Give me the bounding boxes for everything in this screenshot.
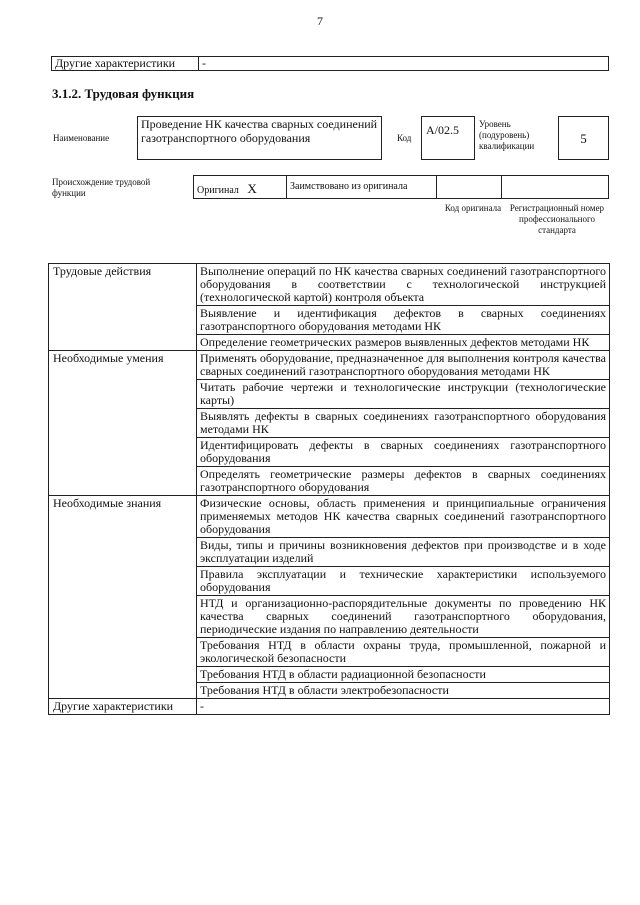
table-cell: Идентифицировать дефекты в сварных соединениях газотранспортного оборудования [197,438,610,467]
table-cell: Определять геометрические размеры дефектов в сварных соединениях газотранспортного оборудования [197,467,610,496]
borrowed-cell: Заимствовано из оригинала [286,175,437,199]
other-characteristics-label: Другие характеристики [52,57,199,71]
origin-label: Происхождение трудовой функции [52,177,151,198]
table-cell: Требования НТД в области электробезопасности [197,683,610,699]
page-number: 7 [317,14,323,28]
table-cell: Читать рабочие чертежи и технологические инструкции (технологические карты) [197,380,610,409]
origin-code-cell [436,175,502,199]
section-label-actions: Трудовые действия [49,264,197,351]
table-cell: Определение геометрических размеров выявленных дефектов методами НК [197,335,610,351]
table-cell: Физические основы, область применения и принципиальные ограничения применяемых методов НК качества сварных соединений газотранспортного оборудования [197,496,610,538]
original-cell [193,175,287,199]
table-cell: Выполнение операций по НК качества сварных соединений газотранспортного оборудования в соответствии с технологической инструкцией (технологической картой) контроля объекта [197,264,610,306]
section-label-skills: Необходимые умения [49,351,197,496]
original-mark: X [247,181,257,196]
code-original-caption: Код оригинала [444,203,502,213]
name-label: Наименование [53,133,110,143]
table-cell: Применять оборудование, предназначенное для выполнения контроля качества сварных соединений газотранспортного оборудования методами НК [197,351,610,380]
table-cell: Виды, типы и причины возникновения дефектов при производстве и в ходе эксплуатации изделий [197,538,610,567]
function-name-box: Проведение НК качества сварных соединений газотранспортного оборудования [137,116,382,160]
other-characteristics-top-table [51,56,609,71]
table-cell: Выявлять дефекты в сварных соединениях газотранспортного оборудования методами НК [197,409,610,438]
level-value-box: 5 [558,116,609,160]
level-label: Уровень (подуровень) квалификации [479,119,535,151]
section-label-knowledge: Необходимые знания [49,496,197,699]
section-heading: 3.1.2. Трудовая функция [52,86,195,101]
table-cell: Требования НТД в области радиационной безопасности [197,667,610,683]
table-cell: Выявление и идентификация дефектов в сварных соединениях газотранспортного оборудования методами НК [197,306,610,335]
code-label: Код [397,133,412,143]
table-row [49,496,610,538]
table-cell: Правила эксплуатации и технические характеристики используемого оборудования [197,567,610,596]
table-row [49,264,610,306]
section-label-other: Другие характеристики [49,699,197,715]
table-row [49,351,610,380]
registration-number-cell [501,175,609,199]
table-row [49,699,610,715]
other-characteristics-value: - [199,57,609,71]
labor-function-table [48,263,610,715]
original-label: Оригинал [197,185,239,196]
function-code-box: A/02.5 [421,116,475,160]
registration-number-caption: Регистрационный номер профессионального стандарта [509,203,605,235]
table-cell: Требования НТД в области охраны труда, промышленной, пожарной и экологической безопасности [197,638,610,667]
table-cell: НТД и организационно-распорядительные документы по проведению НК качества сварных соединений газотранспортного оборудования, периодические издания по направлению деятельности [197,596,610,638]
table-cell: - [197,699,610,715]
